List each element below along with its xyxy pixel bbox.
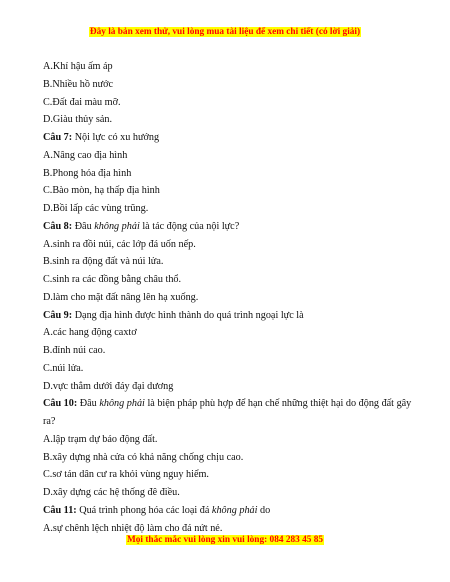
answer-option: B.Phong hóa địa hình [43, 167, 132, 179]
question-10 [43, 395, 423, 431]
question-number: Câu 11: [43, 504, 77, 516]
document-body [43, 58, 423, 537]
answer-option: A.lập trạm dự báo động đất. [43, 433, 158, 445]
question-text: Nội lực có xu hướng [72, 132, 160, 143]
question-text: Quá trình phong hóa các loại đá [76, 504, 212, 516]
preview-notice-banner [0, 27, 450, 37]
contact-text: Mọi thắc mắc vui lòng xin vui lòng: 084 283 45 85 [126, 535, 324, 545]
answer-option: D.Bồi lấp các vùng trũng. [43, 203, 149, 214]
question-text: do [257, 504, 271, 516]
question-number: Câu 10: [43, 398, 78, 410]
answer-option: D.xây dựng các hệ thống đê điều. [43, 487, 180, 498]
answer-option: A.Khí hậu ấm áp [43, 61, 113, 72]
answer-option: C.sơ tán dân cư ra khỏi vùng nguy hiểm. [43, 469, 209, 481]
question-number: Câu 9: [43, 309, 73, 321]
answer-option: B.xây dựng nhà cửa có khả năng chống chịu cao. [43, 451, 244, 463]
question-9 [43, 307, 423, 325]
contact-footer [0, 535, 450, 545]
answer-option: B.đỉnh núi cao. [43, 345, 106, 356]
answer-option: D.vực thẳm dưới đáy đại dương [43, 380, 174, 392]
question-text: là tác động của nội lực? [139, 220, 240, 232]
question-text: Đâu [72, 220, 95, 232]
question-number: Câu 7: [43, 132, 73, 143]
answer-option: D.làm cho mặt đất nâng lên hạ xuống. [43, 291, 199, 303]
answer-option: B.sinh ra động đất và núi lửa. [43, 256, 164, 268]
answer-option: A.các hang động caxtơ [43, 327, 137, 339]
question-number: Câu 8: [43, 220, 73, 232]
preview-notice-text: Đây là bản xem thử, vui lòng mua tài liệu để xem chi tiết (có lời giải) [89, 27, 361, 37]
answer-option: B.Nhiều hồ nước [43, 78, 114, 90]
question-11 [43, 502, 423, 520]
answer-option: C.Bào mòn, hạ thấp địa hình [43, 185, 160, 197]
question-8 [43, 218, 423, 236]
answer-option: A.Nâng cao địa hình [43, 149, 128, 161]
answer-option: A.sự chênh lệch nhiệt độ làm cho đá nứt nẻ. [43, 522, 223, 534]
answer-option: D.Giàu thủy sản. [43, 114, 113, 126]
question-text: là biện pháp phù hợp để hạn chế những thiệt hại do động đất gây ra? [43, 398, 412, 427]
question-emphasis: không phải [94, 220, 140, 232]
question-text: Dạng địa hình được hình thành do quá trình ngoại lực là [72, 309, 304, 321]
question-emphasis: không phải [99, 398, 145, 410]
answer-option: C.sinh ra các đồng bằng châu thổ. [43, 274, 182, 285]
question-7 [43, 129, 423, 147]
answer-option: C.núi lửa. [43, 362, 84, 374]
question-text: Đâu [77, 398, 100, 410]
answer-option: A.sinh ra đồi núi, các lớp đá uốn nếp. [43, 238, 196, 250]
question-emphasis: không phải [211, 504, 258, 516]
answer-option: C.Đất đai màu mỡ. [43, 96, 121, 108]
